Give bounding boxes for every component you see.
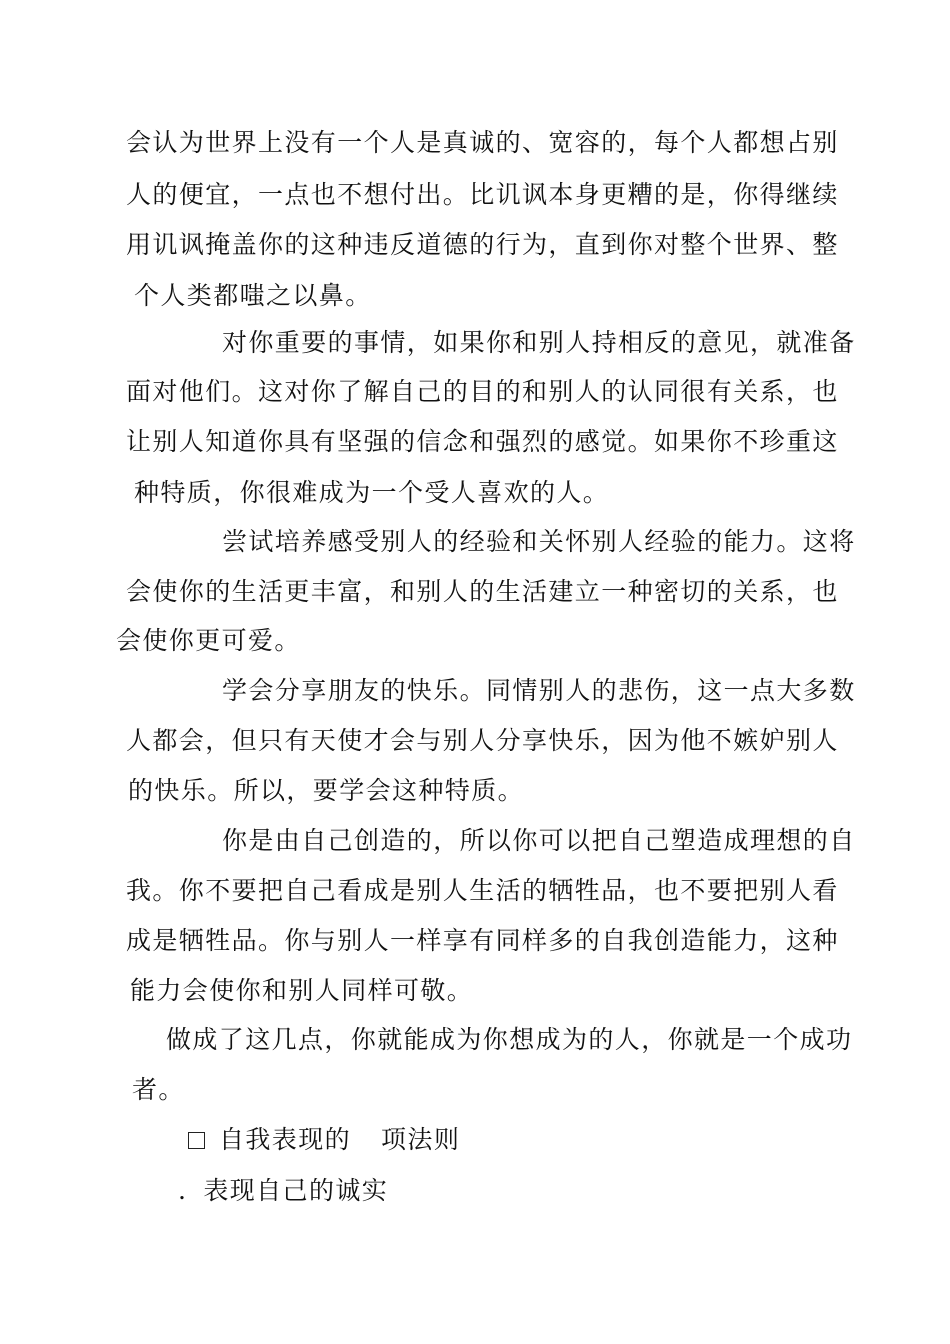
paragraph-line: 用讥讽掩盖你的这种违反道德的行为，直到你对整个世界、整 [126,230,839,259]
paragraph-line: 的快乐。所以，要学会这种特质。 [128,776,525,805]
subheading-text: 表现自己的诚实 [203,1176,389,1205]
paragraph-line: 者。 [132,1075,185,1104]
sub-heading [178,1176,388,1206]
paragraph-line: 人都会，但只有天使才会与别人分享快乐，因为他不嫉妒别人 [126,726,839,755]
paragraph-line: 会认为世界上没有一个人是真诚的、宽容的，每个人都想占别 [126,128,839,157]
subheading-marker: . [178,1176,188,1205]
paragraph-line: 会使你更可爱。 [116,626,301,655]
paragraph-line: 面对他们。这对你了解自己的目的和别人的认同很有关系，也 [126,377,839,406]
paragraph-line: 个人类都嗤之以鼻。 [134,281,372,310]
paragraph-line: 学会分享朋友的快乐。同情别人的悲伤，这一点大多数 [222,676,856,705]
paragraph-line: 你是由自己创造的，所以你可以把自己塑造成理想的自 [222,826,856,855]
paragraph-line: 种特质，你很难成为一个受人喜欢的人。 [134,478,610,507]
paragraph-line: 做成了这几点，你就能成为你想成为的人，你就是一个成功 [166,1025,853,1054]
paragraph-line: 我。你不要把自己看成是别人生活的牺牲品，也不要把别人看 [126,876,839,905]
paragraph-line: 能力会使你和别人同样可敬。 [130,976,474,1005]
paragraph-line: 让别人知道你具有坚强的信念和强烈的感觉。如果你不珍重这 [126,427,839,456]
paragraph-line: 人的便宜，一点也不想付出。比讥讽本身更糟的是，你得继续 [126,180,839,209]
paragraph-line: 对你重要的事情，如果你和别人持相反的意见，就准备 [222,328,856,357]
heading-text-before: 自我表现的 [219,1125,352,1154]
checkbox-icon [188,1132,205,1149]
paragraph-line: 尝试培养感受别人的经验和关怀别人经验的能力。这将 [222,527,856,556]
paragraph-line: 会使你的生活更丰富，和别人的生活建立一种密切的关系，也 [126,577,839,606]
section-heading [188,1125,460,1155]
paragraph-line: 成是牺牲品。你与别人一样享有同样多的自我创造能力，这种 [126,926,839,955]
heading-text-after: 项法则 [381,1125,461,1154]
